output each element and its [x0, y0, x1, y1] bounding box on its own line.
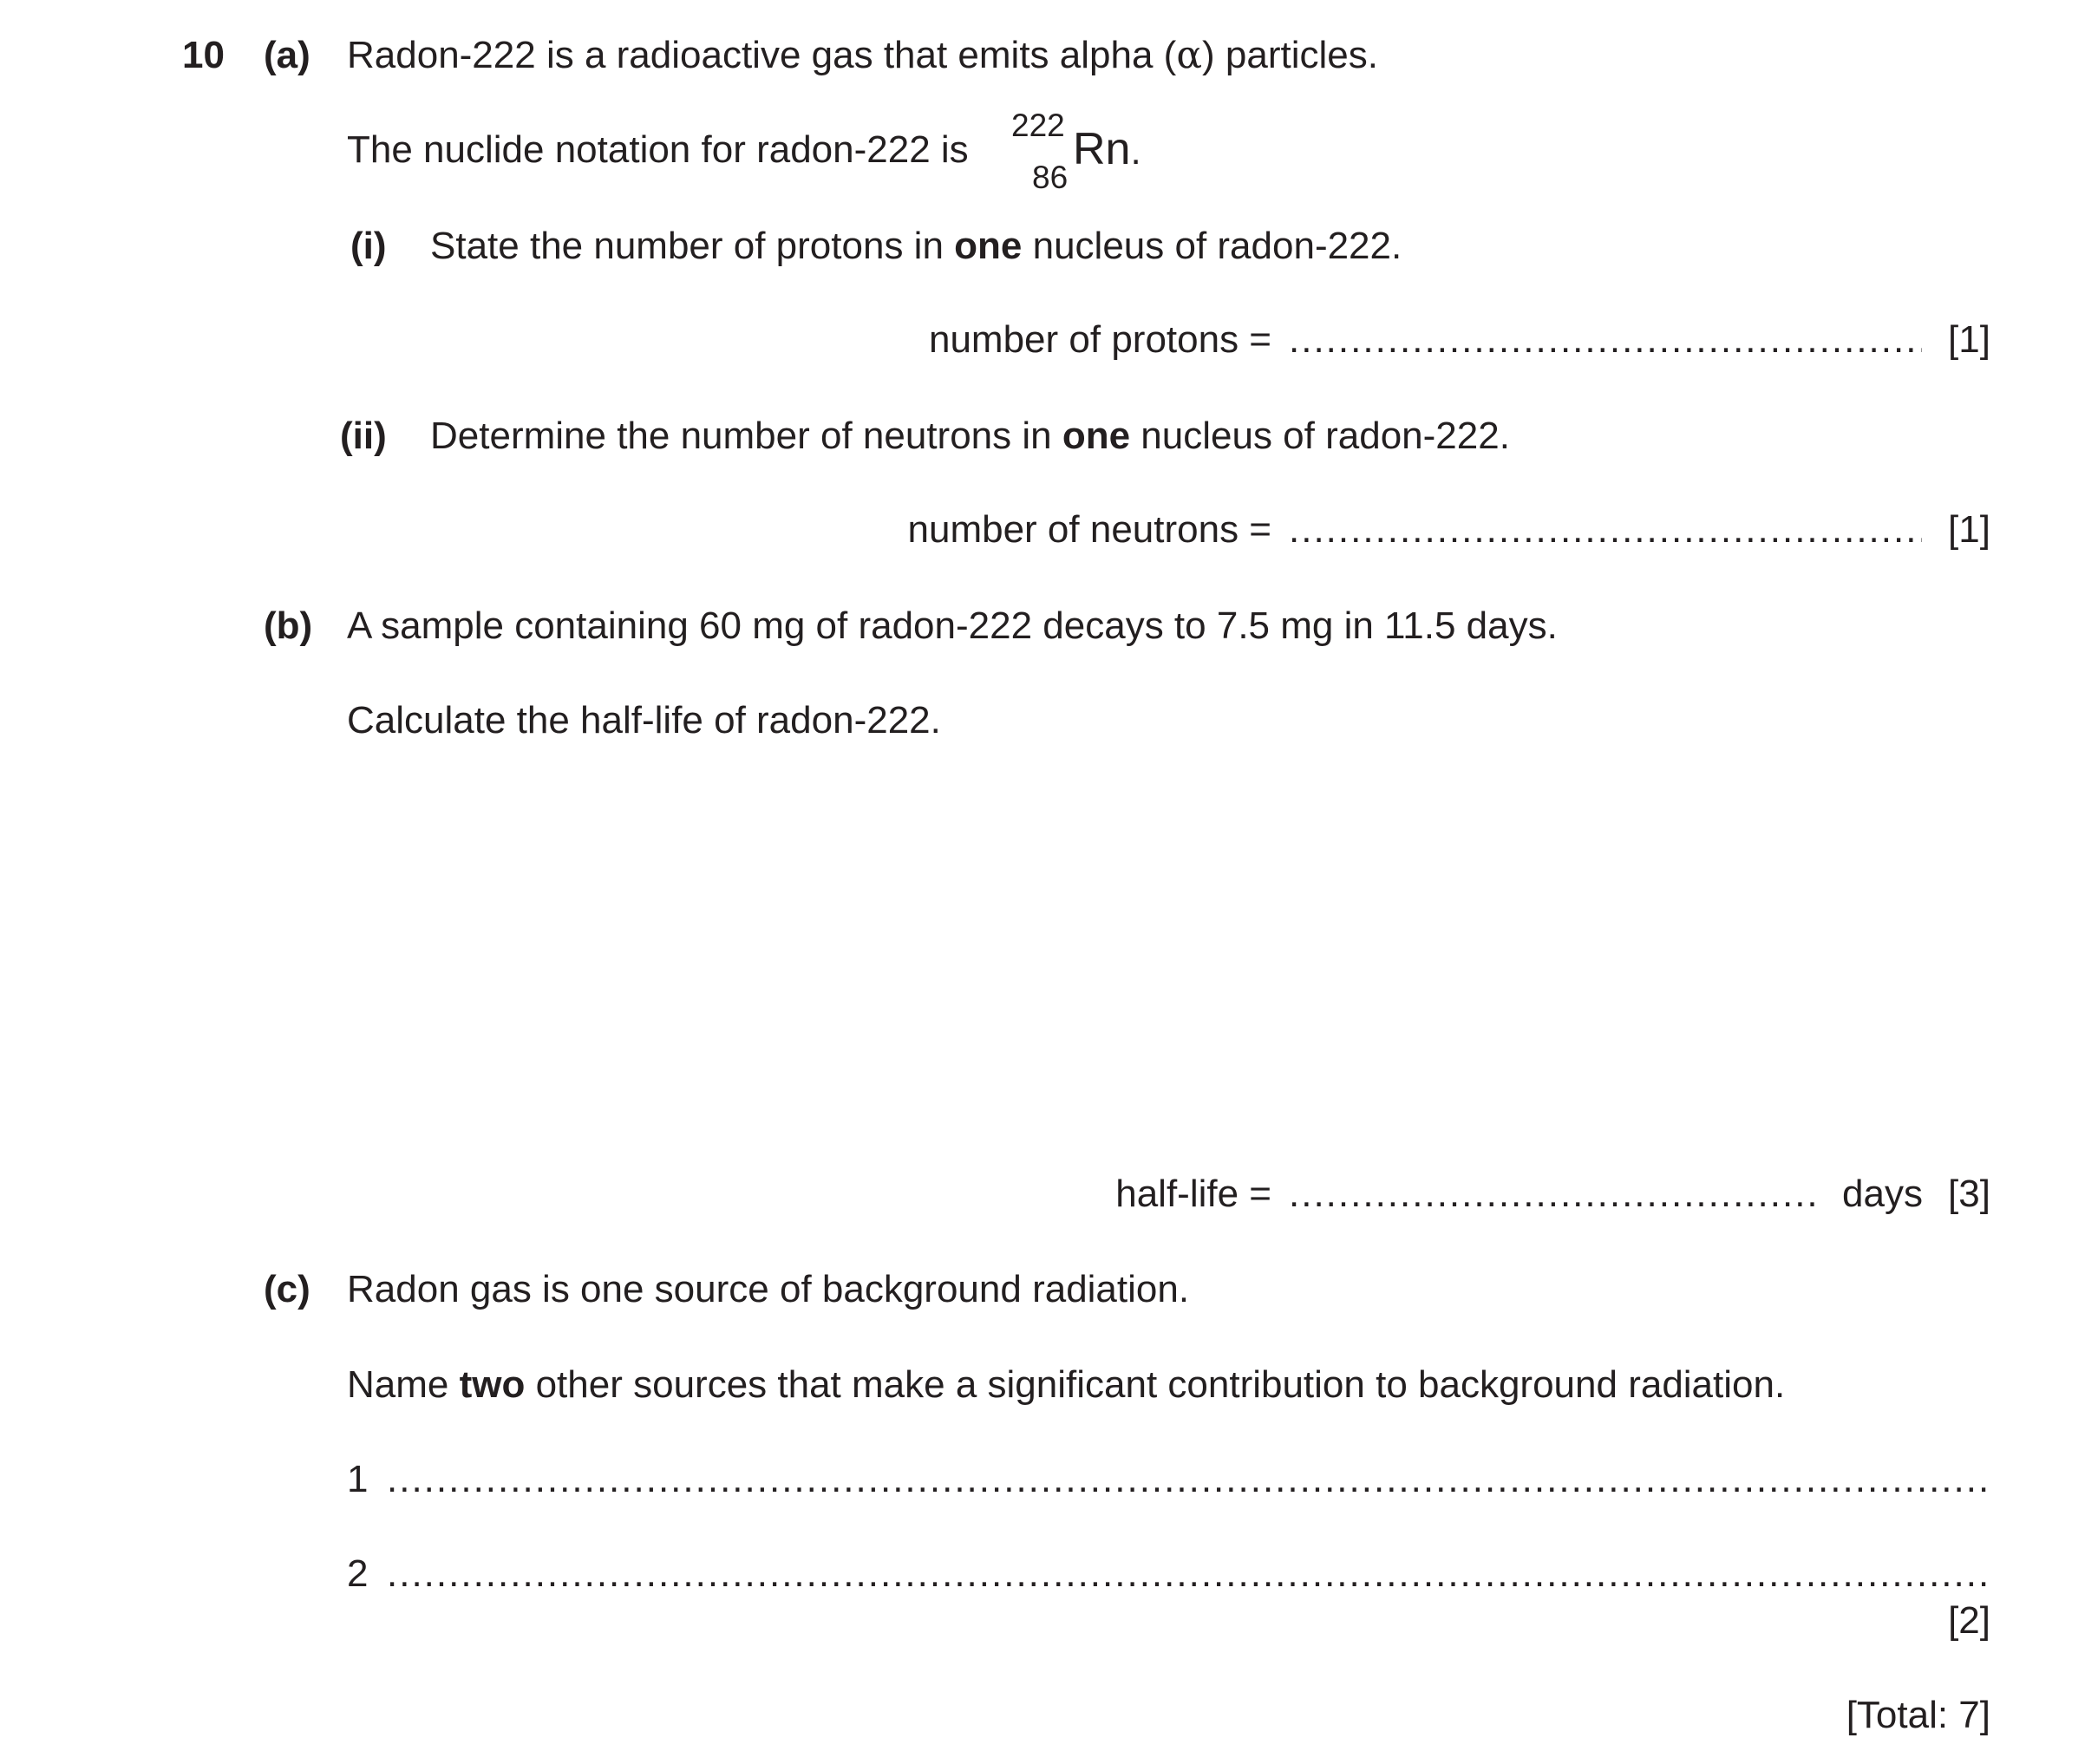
part-c-instruction-after: other sources that make a significant contribution to background radiation. — [525, 1363, 1786, 1406]
sub-ii-marks: [1] — [1948, 508, 1990, 551]
sub-ii-text — [430, 417, 1510, 455]
alpha-symbol: α — [1176, 33, 1203, 77]
nuclide-text: The nuclide notation for radon-222 is — [347, 128, 969, 171]
question-number: 10 — [182, 34, 225, 76]
protons-answer-label: number of protons = — [928, 318, 1271, 361]
nuclide-element: Rn — [1073, 124, 1131, 174]
nuclide-mass-number: 222 — [1011, 108, 1065, 143]
sub-i-emphasis: one — [954, 225, 1023, 267]
total-marks: [Total: 7] — [1846, 1694, 1990, 1736]
answer-line-2[interactable] — [387, 1555, 1990, 1593]
sub-i-text-after: nucleus of radon-222. — [1022, 225, 1402, 267]
neutrons-answer-label: number of neutrons = — [907, 508, 1271, 551]
sub-i-marks: [1] — [1948, 318, 1990, 361]
part-c-emphasis: two — [459, 1363, 526, 1406]
part-c-text: Radon gas is one source of background radiation. — [347, 1268, 1190, 1310]
part-c-marks: [2] — [1948, 1599, 1990, 1642]
answer-line-1[interactable] — [387, 1460, 1990, 1499]
part-b-marks: [3] — [1948, 1173, 1990, 1215]
sub-ii-text-before: Determine the number of neutrons in — [430, 415, 1062, 457]
nuclide-symbol — [1073, 124, 1141, 174]
sub-i-label: (i) — [350, 225, 387, 267]
answer-line-1-label: 1 — [347, 1458, 369, 1500]
part-a-intro-after: ) particles. — [1202, 34, 1378, 76]
sub-ii-emphasis: one — [1062, 415, 1131, 457]
sub-ii-label: (ii) — [340, 415, 387, 457]
half-life-unit: days — [1842, 1173, 1923, 1215]
nuclide-atomic-number: 86 — [1032, 160, 1069, 195]
part-b-text: A sample containing 60 mg of radon-222 decays to 7.5 mg in 11.5 days. — [347, 604, 1558, 647]
part-b-label: (b) — [264, 604, 313, 647]
protons-answer-line[interactable] — [1289, 321, 1922, 359]
part-b-instruction: Calculate the half-life of radon-222. — [347, 699, 941, 742]
part-c-instruction-before: Name — [347, 1363, 460, 1406]
nuclide-period: . — [1130, 130, 1141, 173]
sub-i-text — [430, 227, 1402, 265]
part-a-label: (a) — [264, 34, 310, 76]
sub-i-text-before: State the number of protons in — [430, 225, 955, 267]
half-life-answer-line[interactable] — [1289, 1175, 1821, 1213]
part-c-instruction — [347, 1363, 1786, 1406]
part-a-intro — [347, 33, 1378, 77]
answer-line-2-label: 2 — [347, 1552, 369, 1595]
neutrons-answer-line[interactable] — [1289, 511, 1922, 549]
half-life-answer-label: half-life = — [1115, 1173, 1271, 1215]
sub-ii-text-after: nucleus of radon-222. — [1130, 415, 1510, 457]
part-c-label: (c) — [264, 1268, 310, 1310]
part-a-intro-before: Radon-222 is a radioactive gas that emits alpha ( — [347, 34, 1177, 76]
